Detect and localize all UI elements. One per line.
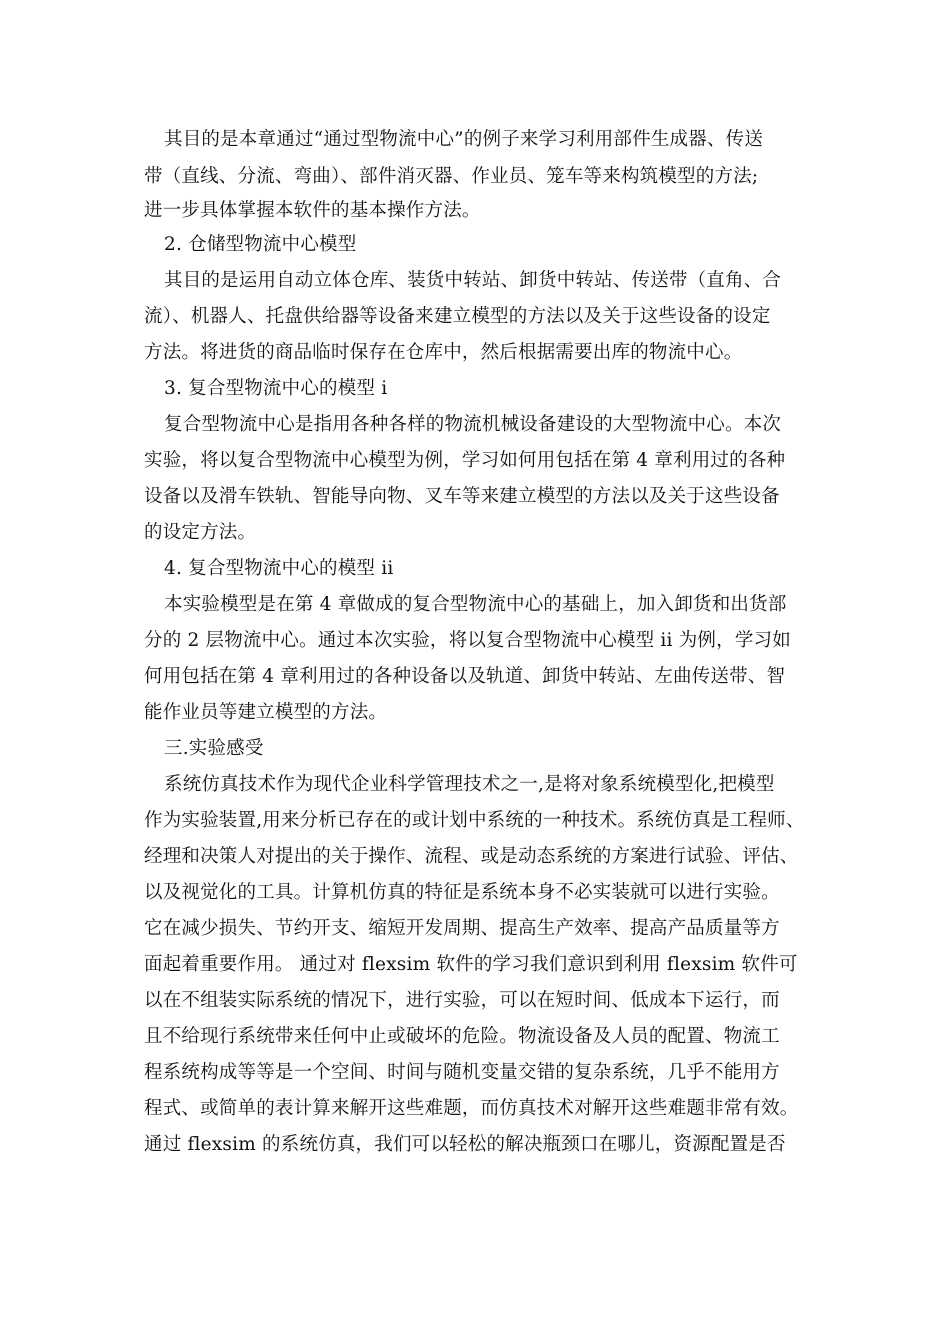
text-line: 带（直线、分流、弯曲）、部件消灭器、作业员、笼车等来构筑模型的方法; (144, 166, 759, 187)
text-line: 通过 flexsim 的系统仿真，我们可以轻松的解决瓶颈口在哪儿，资源配置是否 (144, 1134, 786, 1155)
text-line: 其目的是本章通过“通过型物流中心”的例子来学习利用部件生成器、传送 (164, 129, 764, 150)
text-line: 面起着重要作用。 通过对 flexsim 软件的学习我们意识到利用 flexsim 软件可 (144, 954, 798, 975)
text-line: 其目的是运用自动立体仓库、装货中转站、卸货中转站、传送带（直角、合 (164, 270, 782, 291)
text-line: 何用包括在第 4 章利用过的各种设备以及轨道、卸货中转站、左曲传送带、智 (144, 666, 786, 687)
text-line: 复合型物流中心是指用各种各样的物流机械设备建设的大型物流中心。本次 (164, 414, 782, 435)
text-line: 程系统构成等等是一个空间、时间与随机变量交错的复杂系统，几乎不能用方 (144, 1062, 780, 1083)
text-line: 设备以及滑车铁轨、智能导向物、叉车等来建立模型的方法以及关于这些设备 (144, 486, 780, 507)
text-line: 流）、机器人、托盘供给器等设备来建立模型的方法以及关于这些设备的设定 (144, 306, 771, 327)
text-line: 本实验模型是在第 4 章做成的复合型物流中心的基础上，加入卸货和出货部 (164, 594, 787, 615)
text-line: 进一步具体掌握本软件的基本操作方法。 (144, 200, 481, 221)
text-line: 的设定方法。 (144, 522, 257, 543)
text-line: 作为实验装置,用来分析已存在的或计划中系统的一种技术。系统仿真是工程师、 (144, 810, 805, 831)
section-heading: 2. 仓储型物流中心模型 (164, 234, 357, 255)
text-line: 以在不组装实际系统的情况下，进行实验，可以在短时间、低成本下运行，而 (144, 990, 780, 1011)
text-line: 经理和决策人对提出的关于操作、流程、或是动态系统的方案进行试验、评估、 (144, 846, 799, 867)
section-heading: 三.实验感受 (164, 738, 264, 759)
text-line: 以及视觉化的工具。计算机仿真的特征是系统本身不必实装就可以进行实验。 (144, 882, 780, 903)
text-line: 程式、或简单的表计算来解开这些难题，而仿真技术对解开这些难题非常有效。 (144, 1098, 799, 1119)
text-line: 分的 2 层物流中心。通过本次实验，将以复合型物流中心模型 ii 为例，学习如 (144, 630, 791, 651)
text-line: 且不给现行系统带来任何中止或破坏的危险。物流设备及人员的配置、物流工 (144, 1026, 780, 1047)
text-line: 系统仿真技术作为现代企业科学管理技术之一,是将对象系统模型化,把模型 (164, 774, 775, 795)
text-line: 实验，将以复合型物流中心模型为例，学习如何用包括在第 4 章利用过的各种 (144, 450, 786, 471)
text-line: 方法。将进货的商品临时保存在仓库中，然后根据需要出库的物流中心。 (144, 342, 743, 363)
section-heading: 4. 复合型物流中心的模型 ii (164, 558, 394, 579)
section-heading: 3. 复合型物流中心的模型 i (164, 378, 388, 399)
text-line: 它在减少损失、节约开支、缩短开发周期、提高生产效率、提高产品质量等方 (144, 918, 780, 939)
text-line: 能作业员等建立模型的方法。 (144, 702, 388, 723)
